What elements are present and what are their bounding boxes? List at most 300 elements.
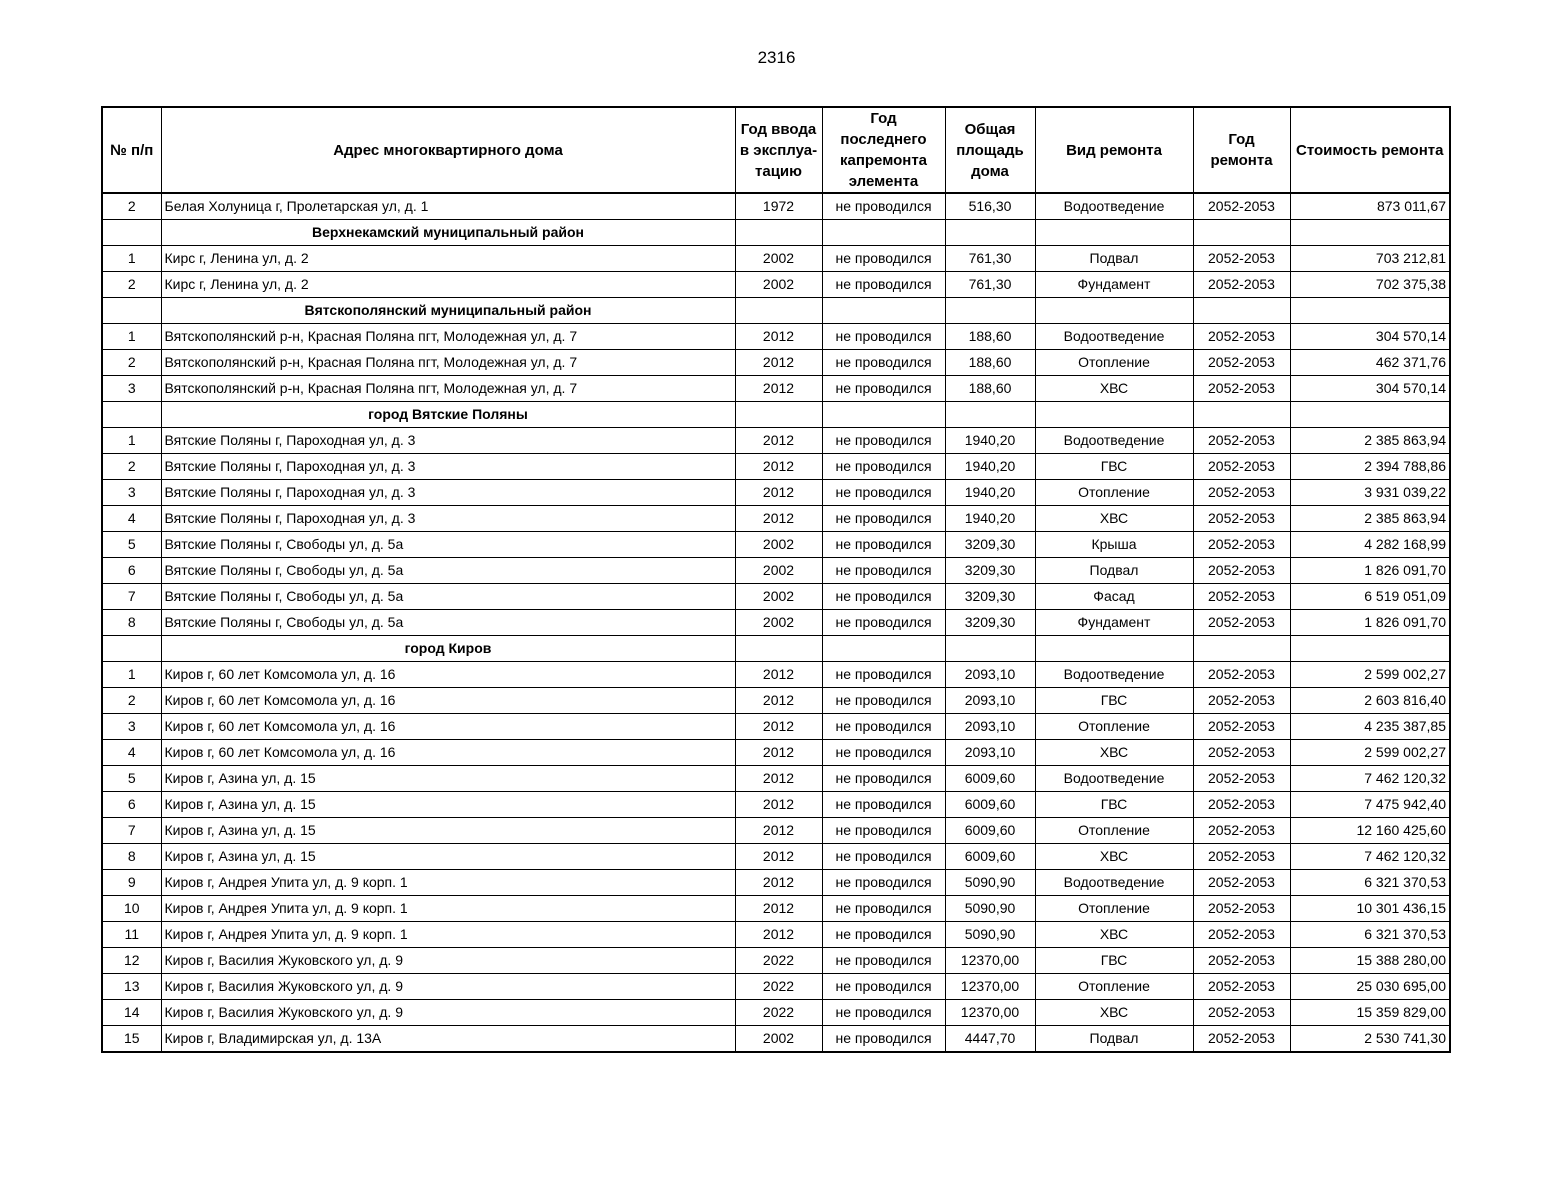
header-address: Адрес многоквартирного дома [161,107,735,193]
cell-address: Белая Холуница г, Пролетарская ул, д. 1 [161,193,735,220]
cell-area: 12370,00 [945,1000,1035,1026]
cell-num: 2 [102,272,161,298]
empty-cell [1035,636,1193,662]
cell-area: 761,30 [945,246,1035,272]
cell-repair-year: 2052-2053 [1193,376,1290,402]
cell-last-repair: не проводился [822,766,945,792]
cell-address: Киров г, Андрея Упита ул, д. 9 корп. 1 [161,870,735,896]
header-cost: Стоимость ремонта [1290,107,1450,193]
cell-year-built: 2022 [735,974,822,1000]
cell-repair-type: ХВС [1035,376,1193,402]
table-row [102,1000,1450,1026]
table-row [102,896,1450,922]
cell-area: 6009,60 [945,792,1035,818]
cell-repair-year: 2052-2053 [1193,610,1290,636]
cell-area: 1940,20 [945,506,1035,532]
cell-last-repair: не проводился [822,662,945,688]
cell-address: Вятскополянский р-н, Красная Поляна пгт, Молодежная ул, д. 7 [161,350,735,376]
cell-repair-year: 2052-2053 [1193,792,1290,818]
cell-repair-type: Водоотведение [1035,428,1193,454]
cell-area: 188,60 [945,350,1035,376]
cell-address: Киров г, Андрея Упита ул, д. 9 корп. 1 [161,922,735,948]
empty-cell [102,402,161,428]
cell-num: 5 [102,532,161,558]
cell-repair-year: 2052-2053 [1193,532,1290,558]
cell-area: 1940,20 [945,454,1035,480]
cell-cost: 873 011,67 [1290,193,1450,220]
empty-cell [1035,402,1193,428]
cell-area: 3209,30 [945,610,1035,636]
cell-repair-year: 2052-2053 [1193,740,1290,766]
cell-area: 5090,90 [945,922,1035,948]
cell-repair-year: 2052-2053 [1193,506,1290,532]
cell-address: Вятские Поляны г, Пароходная ул, д. 3 [161,454,735,480]
cell-year-built: 2012 [735,740,822,766]
cell-last-repair: не проводился [822,844,945,870]
empty-cell [1193,636,1290,662]
cell-repair-year: 2052-2053 [1193,766,1290,792]
cell-area: 3209,30 [945,558,1035,584]
cell-year-built: 2012 [735,324,822,350]
cell-year-built: 2012 [735,714,822,740]
empty-cell [735,402,822,428]
cell-last-repair: не проводился [822,376,945,402]
cell-area: 6009,60 [945,844,1035,870]
empty-cell [945,402,1035,428]
cell-year-built: 2012 [735,428,822,454]
cell-num: 8 [102,844,161,870]
cell-num: 4 [102,506,161,532]
cell-year-built: 2022 [735,1000,822,1026]
cell-repair-type: Фундамент [1035,610,1193,636]
cell-area: 12370,00 [945,974,1035,1000]
cell-repair-year: 2052-2053 [1193,662,1290,688]
table-row [102,610,1450,636]
cell-repair-year: 2052-2053 [1193,688,1290,714]
cell-repair-type: ХВС [1035,1000,1193,1026]
cell-year-built: 2012 [735,818,822,844]
cell-repair-year: 2052-2053 [1193,818,1290,844]
cell-num: 6 [102,558,161,584]
cell-repair-year: 2052-2053 [1193,272,1290,298]
cell-repair-type: Отопление [1035,974,1193,1000]
cell-area: 6009,60 [945,766,1035,792]
cell-repair-type: Отопление [1035,350,1193,376]
cell-repair-year: 2052-2053 [1193,193,1290,220]
empty-cell [822,636,945,662]
section-title: город Киров [161,636,735,662]
empty-cell [735,220,822,246]
cell-num: 2 [102,454,161,480]
cell-last-repair: не проводился [822,896,945,922]
cell-year-built: 2012 [735,792,822,818]
cell-repair-type: ГВС [1035,454,1193,480]
cell-repair-type: ХВС [1035,506,1193,532]
cell-repair-type: Отопление [1035,896,1193,922]
empty-cell [822,402,945,428]
cell-repair-type: ХВС [1035,844,1193,870]
cell-area: 5090,90 [945,870,1035,896]
header-area: Общая площадь дома [945,107,1035,193]
cell-address: Киров г, Василия Жуковского ул, д. 9 [161,1000,735,1026]
cell-cost: 4 282 168,99 [1290,532,1450,558]
cell-last-repair: не проводился [822,688,945,714]
table-row [102,532,1450,558]
cell-repair-type: Фасад [1035,584,1193,610]
empty-cell [1193,220,1290,246]
cell-area: 1940,20 [945,480,1035,506]
cell-last-repair: не проводился [822,870,945,896]
cell-repair-year: 2052-2053 [1193,844,1290,870]
cell-address: Вятские Поляны г, Пароходная ул, д. 3 [161,506,735,532]
cell-num: 3 [102,480,161,506]
cell-address: Вятские Поляны г, Пароходная ул, д. 3 [161,428,735,454]
cell-year-built: 2022 [735,948,822,974]
empty-cell [735,298,822,324]
cell-cost: 2 385 863,94 [1290,506,1450,532]
table-row [102,740,1450,766]
cell-repair-year: 2052-2053 [1193,714,1290,740]
cell-last-repair: не проводился [822,558,945,584]
cell-last-repair: не проводился [822,922,945,948]
cell-num: 6 [102,792,161,818]
cell-repair-type: Отопление [1035,818,1193,844]
cell-year-built: 2012 [735,766,822,792]
table-row [102,1026,1450,1053]
table-header-row [102,107,1450,193]
cell-last-repair: не проводился [822,324,945,350]
cell-num: 2 [102,350,161,376]
cell-num: 1 [102,246,161,272]
cell-repair-type: Водоотведение [1035,870,1193,896]
table-body [102,193,1450,1052]
cell-repair-year: 2052-2053 [1193,246,1290,272]
table-row [102,662,1450,688]
table-row [102,792,1450,818]
cell-address: Киров г, Азина ул, д. 15 [161,844,735,870]
empty-cell [945,220,1035,246]
cell-address: Вятские Поляны г, Свободы ул, д. 5а [161,558,735,584]
cell-repair-year: 2052-2053 [1193,480,1290,506]
table-row [102,558,1450,584]
cell-cost: 2 599 002,27 [1290,662,1450,688]
empty-cell [1290,636,1450,662]
cell-repair-year: 2052-2053 [1193,558,1290,584]
cell-cost: 7 462 120,32 [1290,766,1450,792]
cell-address: Вятские Поляны г, Свободы ул, д. 5а [161,584,735,610]
cell-year-built: 2002 [735,584,822,610]
cell-repair-type: Отопление [1035,714,1193,740]
cell-cost: 702 375,38 [1290,272,1450,298]
cell-area: 4447,70 [945,1026,1035,1053]
cell-repair-type: Водоотведение [1035,766,1193,792]
header-last-repair: Год последнего капремонта элемента [822,107,945,193]
cell-repair-type: Водоотведение [1035,193,1193,220]
cell-last-repair: не проводился [822,506,945,532]
cell-num: 11 [102,922,161,948]
table-row [102,376,1450,402]
table-row [102,714,1450,740]
table-row [102,454,1450,480]
cell-repair-year: 2052-2053 [1193,922,1290,948]
cell-repair-type: Подвал [1035,558,1193,584]
cell-address: Киров г, Азина ул, д. 15 [161,818,735,844]
cell-repair-type: Крыша [1035,532,1193,558]
cell-last-repair: не проводился [822,584,945,610]
section-title: город Вятские Поляны [161,402,735,428]
cell-num: 4 [102,740,161,766]
cell-last-repair: не проводился [822,428,945,454]
cell-repair-type: Фундамент [1035,272,1193,298]
cell-cost: 1 826 091,70 [1290,558,1450,584]
cell-address: Киров г, 60 лет Комсомола ул, д. 16 [161,740,735,766]
cell-year-built: 1972 [735,193,822,220]
cell-year-built: 2002 [735,558,822,584]
empty-cell [945,298,1035,324]
table-row [102,688,1450,714]
cell-num: 1 [102,324,161,350]
empty-cell [102,220,161,246]
cell-cost: 6 519 051,09 [1290,584,1450,610]
table-row [102,948,1450,974]
cell-year-built: 2002 [735,610,822,636]
cell-address: Киров г, Василия Жуковского ул, д. 9 [161,948,735,974]
cell-address: Киров г, Азина ул, д. 15 [161,792,735,818]
cell-year-built: 2012 [735,454,822,480]
cell-cost: 304 570,14 [1290,376,1450,402]
cell-num: 9 [102,870,161,896]
cell-num: 3 [102,714,161,740]
cell-num: 1 [102,428,161,454]
empty-cell [1035,298,1193,324]
cell-repair-year: 2052-2053 [1193,454,1290,480]
cell-repair-type: ХВС [1035,922,1193,948]
cell-cost: 10 301 436,15 [1290,896,1450,922]
cell-repair-year: 2052-2053 [1193,896,1290,922]
cell-num: 1 [102,662,161,688]
cell-area: 516,30 [945,193,1035,220]
cell-last-repair: не проводился [822,480,945,506]
cell-repair-type: Подвал [1035,246,1193,272]
cell-address: Киров г, Андрея Упита ул, д. 9 корп. 1 [161,896,735,922]
cell-num: 5 [102,766,161,792]
section-row [102,298,1450,324]
cell-last-repair: не проводился [822,792,945,818]
cell-area: 5090,90 [945,896,1035,922]
cell-area: 12370,00 [945,948,1035,974]
cell-last-repair: не проводился [822,1026,945,1053]
cell-repair-year: 2052-2053 [1193,1000,1290,1026]
empty-cell [102,636,161,662]
section-row [102,636,1450,662]
cell-cost: 2 394 788,86 [1290,454,1450,480]
cell-repair-year: 2052-2053 [1193,350,1290,376]
cell-cost: 2 530 741,30 [1290,1026,1450,1053]
cell-area: 2093,10 [945,688,1035,714]
cell-repair-year: 2052-2053 [1193,324,1290,350]
cell-repair-type: Отопление [1035,480,1193,506]
cell-year-built: 2012 [735,506,822,532]
cell-num: 12 [102,948,161,974]
cell-year-built: 2012 [735,688,822,714]
table-row [102,974,1450,1000]
cell-repair-year: 2052-2053 [1193,974,1290,1000]
cell-cost: 1 826 091,70 [1290,610,1450,636]
section-title: Вятскополянский муниципальный район [161,298,735,324]
cell-address: Киров г, Азина ул, д. 15 [161,766,735,792]
cell-repair-type: Водоотведение [1035,662,1193,688]
table-row [102,428,1450,454]
cell-last-repair: не проводился [822,818,945,844]
cell-repair-type: Подвал [1035,1026,1193,1053]
cell-cost: 304 570,14 [1290,324,1450,350]
cell-last-repair: не проводился [822,454,945,480]
cell-last-repair: не проводился [822,1000,945,1026]
cell-address: Вятскополянский р-н, Красная Поляна пгт, Молодежная ул, д. 7 [161,376,735,402]
cell-area: 188,60 [945,376,1035,402]
empty-cell [1290,298,1450,324]
cell-area: 3209,30 [945,532,1035,558]
cell-address: Вятские Поляны г, Свободы ул, д. 5а [161,532,735,558]
table-row [102,272,1450,298]
cell-last-repair: не проводился [822,350,945,376]
cell-year-built: 2002 [735,532,822,558]
table-row [102,480,1450,506]
cell-year-built: 2012 [735,870,822,896]
cell-cost: 2 599 002,27 [1290,740,1450,766]
cell-year-built: 2002 [735,272,822,298]
cell-year-built: 2012 [735,896,822,922]
table-row [102,246,1450,272]
cell-num: 15 [102,1026,161,1053]
empty-cell [1035,220,1193,246]
cell-repair-year: 2052-2053 [1193,584,1290,610]
table-row [102,324,1450,350]
table-row [102,584,1450,610]
table-row [102,193,1450,220]
cell-repair-type: ГВС [1035,688,1193,714]
cell-cost: 4 235 387,85 [1290,714,1450,740]
empty-cell [735,636,822,662]
cell-num: 3 [102,376,161,402]
cell-year-built: 2002 [735,1026,822,1053]
cell-last-repair: не проводился [822,714,945,740]
cell-repair-year: 2052-2053 [1193,1026,1290,1053]
cell-last-repair: не проводился [822,740,945,766]
cell-repair-type: ГВС [1035,948,1193,974]
cell-address: Киров г, 60 лет Комсомола ул, д. 16 [161,688,735,714]
cell-num: 2 [102,193,161,220]
cell-cost: 15 388 280,00 [1290,948,1450,974]
cell-num: 7 [102,818,161,844]
cell-address: Киров г, 60 лет Комсомола ул, д. 16 [161,662,735,688]
cell-year-built: 2012 [735,350,822,376]
cell-cost: 703 212,81 [1290,246,1450,272]
section-row [102,402,1450,428]
cell-num: 2 [102,688,161,714]
cell-last-repair: не проводился [822,246,945,272]
cell-last-repair: не проводился [822,610,945,636]
cell-address: Киров г, Василия Жуковского ул, д. 9 [161,974,735,1000]
table-row [102,870,1450,896]
cell-area: 188,60 [945,324,1035,350]
cell-area: 6009,60 [945,818,1035,844]
empty-cell [822,220,945,246]
cell-num: 13 [102,974,161,1000]
empty-cell [822,298,945,324]
cell-year-built: 2002 [735,246,822,272]
cell-cost: 6 321 370,53 [1290,870,1450,896]
header-repair-year: Год ремонта [1193,107,1290,193]
cell-repair-type: Водоотведение [1035,324,1193,350]
cell-area: 3209,30 [945,584,1035,610]
empty-cell [102,298,161,324]
cell-cost: 6 321 370,53 [1290,922,1450,948]
cell-cost: 2 385 863,94 [1290,428,1450,454]
table-row [102,350,1450,376]
table-row [102,922,1450,948]
empty-cell [1290,220,1450,246]
cell-repair-type: ГВС [1035,792,1193,818]
cell-address: Кирс г, Ленина ул, д. 2 [161,246,735,272]
table-row [102,506,1450,532]
cell-last-repair: не проводился [822,532,945,558]
cell-last-repair: не проводился [822,948,945,974]
cell-cost: 462 371,76 [1290,350,1450,376]
cell-cost: 15 359 829,00 [1290,1000,1450,1026]
empty-cell [1193,298,1290,324]
section-row [102,220,1450,246]
cell-num: 10 [102,896,161,922]
empty-cell [1290,402,1450,428]
cell-last-repair: не проводился [822,193,945,220]
repair-table [101,106,1451,1053]
header-repair-type: Вид ремонта [1035,107,1193,193]
cell-year-built: 2012 [735,376,822,402]
empty-cell [1193,402,1290,428]
cell-cost: 3 931 039,22 [1290,480,1450,506]
cell-cost: 2 603 816,40 [1290,688,1450,714]
page-number: 2316 [757,48,796,67]
cell-area: 1940,20 [945,428,1035,454]
cell-address: Вятские Поляны г, Свободы ул, д. 5а [161,610,735,636]
cell-address: Киров г, 60 лет Комсомола ул, д. 16 [161,714,735,740]
cell-address: Кирс г, Ленина ул, д. 2 [161,272,735,298]
cell-area: 2093,10 [945,662,1035,688]
section-title: Верхнекамский муниципальный район [161,220,735,246]
cell-num: 14 [102,1000,161,1026]
cell-cost: 7 462 120,32 [1290,844,1450,870]
cell-address: Вятские Поляны г, Пароходная ул, д. 3 [161,480,735,506]
table-row [102,766,1450,792]
table-row [102,844,1450,870]
cell-repair-type: ХВС [1035,740,1193,766]
cell-num: 7 [102,584,161,610]
cell-num: 8 [102,610,161,636]
header-num: № п/п [102,107,161,193]
cell-last-repair: не проводился [822,974,945,1000]
cell-cost: 7 475 942,40 [1290,792,1450,818]
cell-year-built: 2012 [735,922,822,948]
cell-repair-year: 2052-2053 [1193,948,1290,974]
cell-repair-year: 2052-2053 [1193,428,1290,454]
cell-year-built: 2012 [735,662,822,688]
header-year-built: Год ввода в эксплуа-тацию [735,107,822,193]
cell-cost: 25 030 695,00 [1290,974,1450,1000]
empty-cell [945,636,1035,662]
cell-year-built: 2012 [735,844,822,870]
cell-area: 2093,10 [945,740,1035,766]
